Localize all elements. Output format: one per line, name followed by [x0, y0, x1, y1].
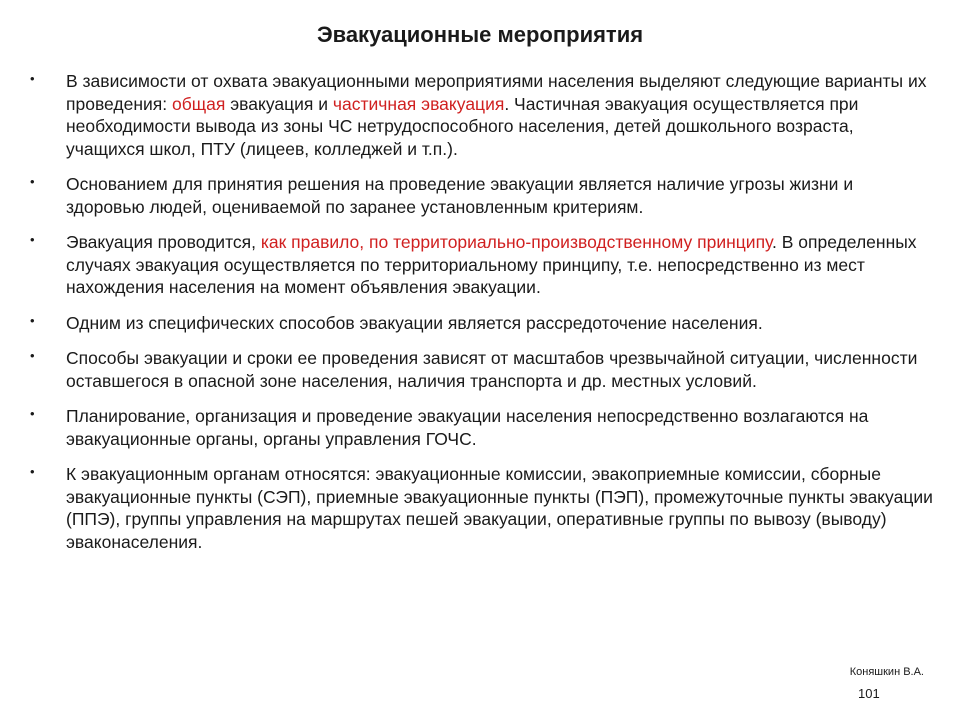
- bullet-text: эвакуация и: [225, 93, 333, 114]
- bullet-item-1: [66, 70, 936, 160]
- bullet-item-5: [66, 347, 936, 392]
- bullet-text: Планирование, организация и проведение эвакуации населения непосредственно возлагаются на эвакуационные органы, органы управления ГОЧС.: [66, 406, 869, 449]
- bullet-text: . В определенных случаях эвакуация осуществляется по территориальному принципу, т.е. непосредственно из мест нахождения населения на момент объявления эвакуации.: [66, 232, 917, 297]
- bullet-item-6: [66, 405, 936, 450]
- slide-title: Эвакуационные мероприятия: [316, 22, 644, 47]
- bullet-item-2: [66, 173, 936, 218]
- bullet-text: . Частичная эвакуация осуществляется при необходимости вывода из зоны ЧС нетрудоспособного населения, детей дошкольного возраста, учащихся школ, ПТУ (лицеев, колледжей и т.п.).: [66, 93, 859, 159]
- bullet-item-7: [66, 463, 936, 553]
- bullet-text: Эвакуация проводится,: [66, 232, 261, 252]
- highlight-principle: как правило, по территориально-производственному принципу: [260, 232, 773, 252]
- bullet-text: К эвакуационным органам относятся: эвакуационные комиссии, эвакоприемные комиссии, сборные эвакуационные пункты (СЭП), приемные эвакуационные пункты (ПЭП), промежуточные пункты эвакуации (ППЭ), группы управления на маршрутах пешей эвакуации, оперативные группы по вывозу (выводу) эваконаселения.: [66, 464, 933, 552]
- highlight-partial-evacuation: частичная эвакуация: [332, 93, 505, 114]
- bullet-text: Основанием для принятия решения на проведение эвакуации является наличие угрозы жизни и здоровью людей, оцениваемой по заранее установленным критериям.: [66, 174, 854, 217]
- bullet-item-4: [66, 312, 936, 335]
- bullet-text: Способы эвакуации и сроки ее проведения зависят от масштабов чрезвычайной ситуации, численности оставшегося в опасной зоне населения, наличия транспорта и др. местных условий.: [66, 348, 918, 391]
- highlight-general-evacuation: общая: [171, 93, 226, 114]
- bullet-text: Одним из специфических способов эвакуации является рассредоточение населения.: [66, 312, 763, 333]
- bullet-list: [66, 70, 936, 566]
- page-number: 101: [858, 686, 880, 701]
- author-name: Коняшкин В.А.: [849, 666, 924, 678]
- bullet-text: В зависимости от охвата эвакуационными мероприятиями населения выделяют следующие варианты их проведения:: [66, 71, 927, 114]
- bullet-item-3: [66, 231, 936, 299]
